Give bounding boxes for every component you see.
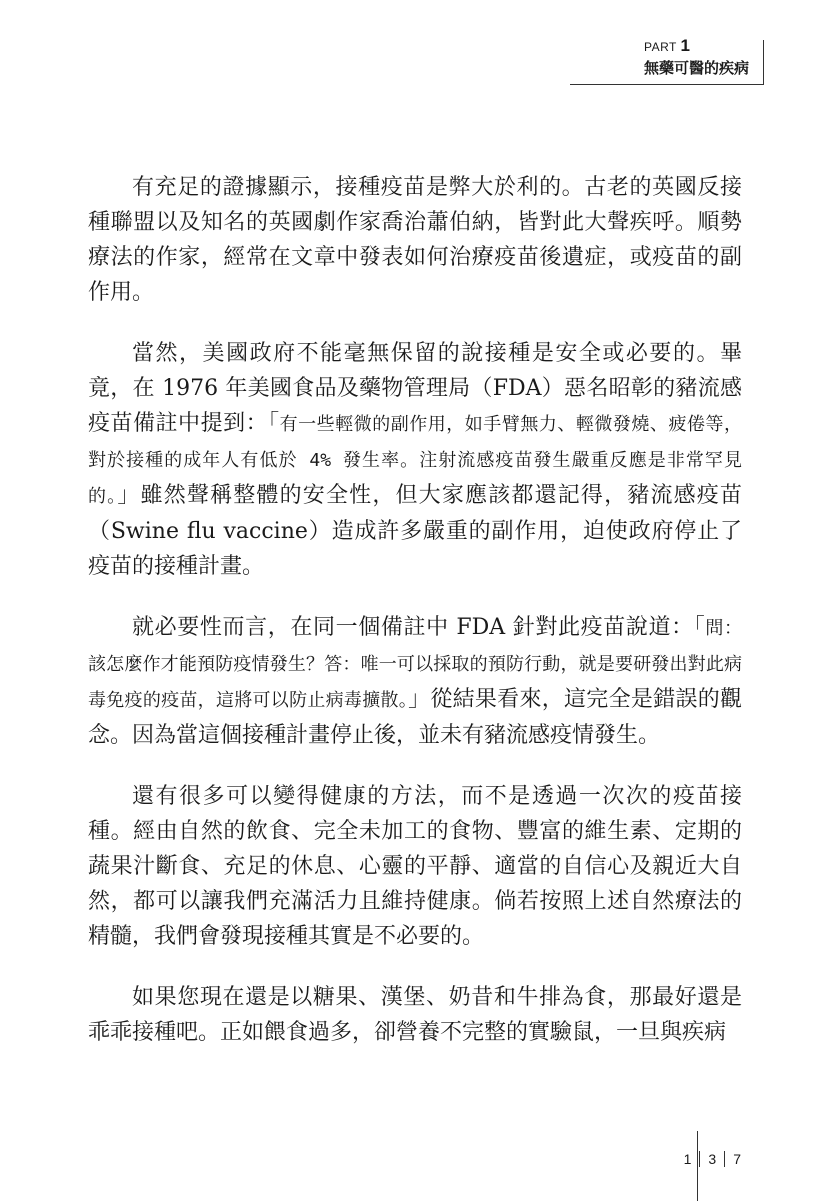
running-header — [644, 38, 749, 78]
paragraph — [88, 980, 742, 1050]
paragraph-text: 」雖然聲稱整體的安全性，但大家應該都還記得，豬流感疫苗（Swine flu vaccine）造成許多嚴重的副作用，迫使政府停止了疫苗的接種計畫。 — [88, 483, 742, 579]
quoted-text: 問：該怎麼作才能預防疫情發生？答：唯一可以採取的預防行動，就是要研發出對此病毒免疫的疫苗，這將可以防止病毒擴散。 — [88, 618, 742, 711]
page-body — [88, 170, 742, 1076]
paragraph — [88, 170, 742, 310]
quoted-text: 有一些輕微的副作用，如手臂無力、輕微發燒、疲倦等，對於接種的成年人有低於 4% 發生率。注射流感疫苗發生嚴重反應是非常罕見的。 — [88, 414, 742, 507]
paragraph-text: 還有很多可以變得健康的方法，而不是透過一次次的疫苗接種。經由自然的飲食、完全未加工的食物、豐富的維生素、定期的蔬果汁斷食、充足的休息、心靈的平靜、適當的自信心及親近大自然，都可以讓我們充滿活力且維持健康。倘若按照上述自然療法的精髓，我們會發現接種其實是不必要的。 — [88, 784, 742, 949]
paragraph — [88, 610, 742, 753]
part-label: PART — [643, 40, 677, 54]
paragraph — [88, 779, 742, 954]
part-number: 1 — [680, 36, 691, 55]
page-number-digit: 3 — [708, 1151, 717, 1167]
paragraph-text: 如果您現在還是以糖果、漢堡、奶昔和牛排為食，那最好還是乖乖接種吧。正如餵食過多，卻營養不完整的實驗鼠，一旦與疾病 — [88, 985, 742, 1045]
chapter-title: 無藥可醫的疾病 — [643, 59, 749, 77]
page-number-digit: 1 — [683, 1151, 692, 1167]
paragraph-text: 」從結果看來，這完全是錯誤的觀念。因為當這個接種計畫停止後，並未有豬流感疫情發生。 — [88, 687, 742, 748]
header-rule-vertical — [763, 40, 764, 85]
page-number — [676, 1151, 749, 1167]
paragraph — [88, 336, 742, 584]
header-rule-horizontal — [570, 84, 763, 85]
paragraph-text: 當然，美國政府不能毫無保留的說接種是安全或必要的。畢竟，在 1976 年美國食品及藥物管理局（FDA）惡名昭彰的豬流感疫苗備註中提到：「 — [88, 341, 742, 436]
page-number-digit: 7 — [733, 1151, 741, 1167]
paragraph-text: 就必要性而言，在同一個備註中 FDA 針對此疫苗說道：「 — [132, 615, 706, 640]
part-label-line — [644, 38, 749, 55]
paragraph-text: 有充足的證據顯示，接種疫苗是弊大於利的。古老的英國反接種聯盟以及知名的英國劇作家喬治蕭伯納，皆對此大聲疾呼。順勢療法的作家，經常在文章中發表如何治療疫苗後遺症，或疫苗的副作用。 — [88, 175, 742, 305]
